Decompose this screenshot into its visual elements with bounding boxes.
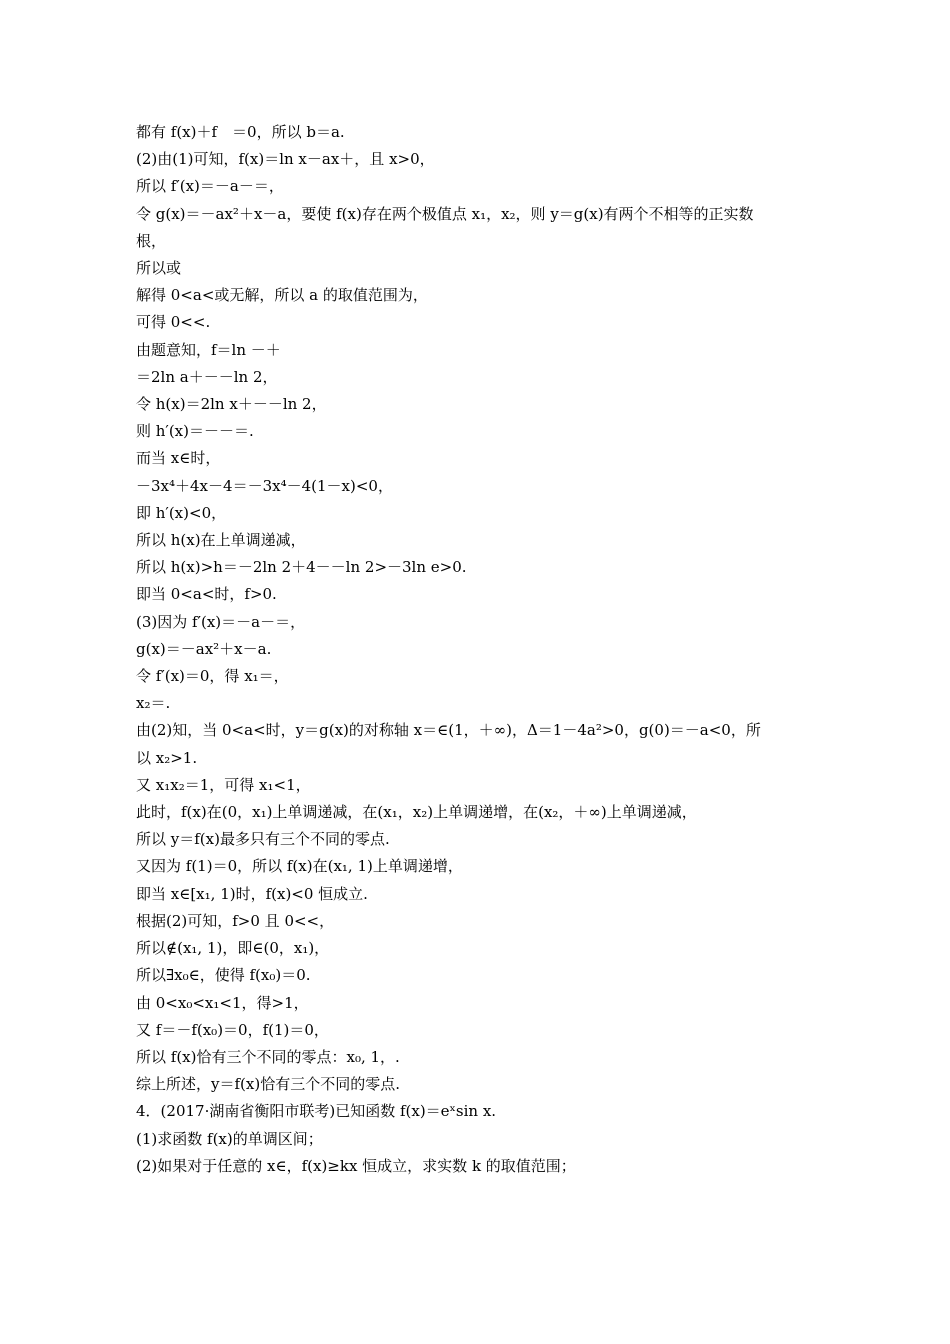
text-line: 即 h′(x)<0，: [136, 503, 227, 522]
text-line: 所以∃x₀∈，使得 f(x₀)＝0.: [136, 966, 311, 985]
text-line: 综上所述，y＝f(x)恰有三个不同的零点.: [136, 1075, 400, 1094]
text-line: 由(2)知，当 0<a<时，y＝g(x)的对称轴 x＝∈(1，＋∞)，Δ＝1－4a²>0，g(0)＝－a<0，所: [136, 721, 761, 740]
text-line: (3)因为 f′(x)＝－a－＝，: [136, 612, 306, 631]
text-line: (2)由(1)可知，f(x)＝ln x－ax＋，且 x>0，: [136, 150, 435, 169]
text-line: 则 h′(x)＝－－＝.: [136, 422, 254, 441]
text-line: ＝2ln a＋－－ln 2，: [136, 367, 278, 386]
text-line: 所以∉(x₁, 1)，即∈(0，x₁)，: [136, 939, 330, 958]
text-line: 令 g(x)＝－ax²＋x－a，要使 f(x)存在两个极值点 x₁，x₂，则 y＝g(x)有两个不相等的正实数: [136, 204, 754, 223]
text-line: 即当 0<a<时，f>0.: [136, 585, 277, 604]
problem-4-title: 4．(2017·湖南省衡阳市联考)已知函数 f(x)＝eˣsin x.: [136, 1102, 497, 1121]
text-line: 所以 h(x)>h＝－2ln 2＋4－－ln 2>－3ln e>0.: [136, 558, 467, 577]
text-line: 根，: [136, 231, 167, 250]
text-line: 所以或: [136, 259, 182, 278]
text-line: 令 h(x)＝2ln x＋－－ln 2，: [136, 395, 327, 414]
text-line: 由 0<x₀<x₁<1，得>1，: [136, 993, 309, 1012]
text-line: 此时，f(x)在(0，x₁)上单调递减，在(x₁，x₂)上单调递增，在(x₂，＋∞)上单调递减，: [136, 803, 697, 822]
text-line: 由题意知，f＝ln －＋: [136, 340, 281, 359]
solution-text: [136, 119, 826, 1180]
text-line: 以 x₂>1.: [136, 748, 198, 767]
problem-4-part-1: (1)求函数 f(x)的单调区间；: [136, 1129, 323, 1148]
text-line: 可得 0<<.: [136, 313, 211, 332]
problem-4-part-2: (2)如果对于任意的 x∈，f(x)≥kx 恒成立，求实数 k 的取值范围；: [136, 1156, 576, 1175]
text-line: 即当 x∈[x₁, 1)时，f(x)<0 恒成立.: [136, 884, 368, 903]
text-line: 又因为 f(1)＝0，所以 f(x)在(x₁, 1)上单调递增，: [136, 857, 463, 876]
text-line: 又 f＝－f(x₀)＝0，f(1)＝0，: [136, 1020, 329, 1039]
text-line: 而当 x∈时，: [136, 449, 221, 468]
text-line: 又 x₁x₂＝1，可得 x₁<1，: [136, 775, 311, 794]
text-line: 都有 f(x)＋f ＝0，所以 b＝a.: [136, 123, 345, 141]
text-line: 所以 f′(x)＝－a－＝，: [136, 177, 284, 196]
text-line: 解得 0<a<或无解，所以 a 的取值范围为，: [136, 286, 428, 305]
text-line: 所以 f(x)恰有三个不同的零点：x₀, 1，.: [136, 1047, 400, 1066]
text-line: 令 f′(x)＝0，得 x₁＝，: [136, 667, 289, 686]
text-line: g(x)＝－ax²＋x－a.: [136, 639, 272, 658]
text-line: －3x⁴＋4x－4＝－3x⁴－4(1－x)<0，: [136, 476, 393, 495]
text-line: 根据(2)可知，f>0 且 0<<，: [136, 911, 335, 930]
text-line: 所以 y＝f(x)最多只有三个不同的零点.: [136, 830, 390, 849]
text-line: 所以 h(x)在上单调递减，: [136, 531, 306, 550]
text-line: x₂＝.: [136, 694, 171, 713]
